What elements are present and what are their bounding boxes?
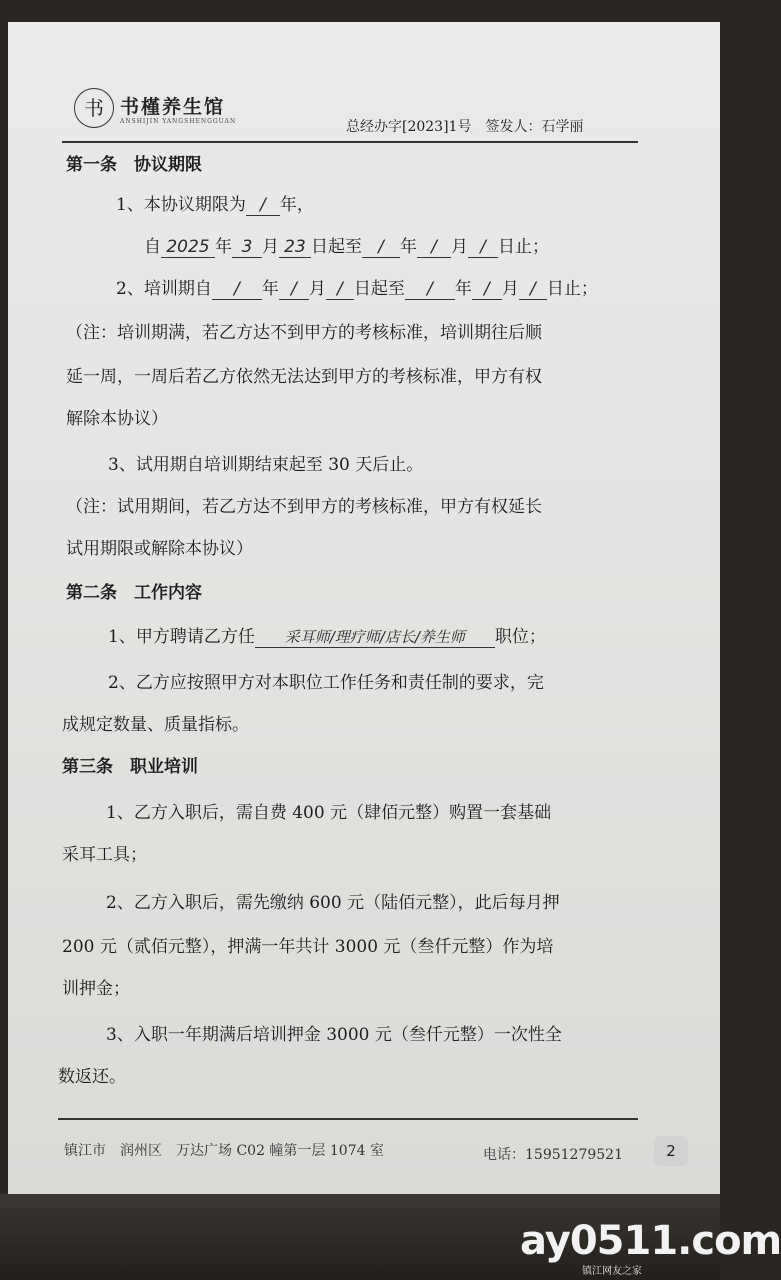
paragraph-line: 数返还。 bbox=[58, 1067, 126, 1087]
article2-heading: 第二条 工作内容 bbox=[66, 583, 202, 603]
handwritten-year: 2025 bbox=[161, 237, 215, 258]
handwritten-blank: / bbox=[362, 237, 400, 258]
paragraph-line: 成规定数量、质量指标。 bbox=[62, 715, 249, 735]
note-line: 试用期限或解除本协议） bbox=[66, 539, 253, 559]
handwritten-position: 采耳师/理疗师/店长/养生师 bbox=[255, 626, 495, 648]
note-line: 延一周，一周后若乙方依然无法达到甲方的考核标准，甲方有权 bbox=[66, 367, 542, 387]
handwritten-blank: / bbox=[326, 279, 354, 300]
paragraph-line: 采耳工具； bbox=[62, 845, 147, 865]
handwritten-month: 3 bbox=[232, 237, 262, 258]
footer-address: 镇江市 润州区 万达广场 C02 幢第一层 1074 室 bbox=[64, 1143, 384, 1159]
logo-subtitle: ANSHIJIN YANGSHENGGUAN bbox=[120, 118, 237, 125]
handwritten-blank: / bbox=[212, 279, 262, 300]
handwritten-blank: / bbox=[417, 237, 451, 258]
watermark-logo: ay0511.com bbox=[520, 1218, 781, 1264]
document-page bbox=[8, 22, 720, 1194]
footer-phone: 电话：15951279521 bbox=[483, 1147, 623, 1163]
article3-heading: 第三条 职业培训 bbox=[62, 757, 198, 777]
paragraph-line: 训押金； bbox=[62, 979, 130, 999]
document-number: 总经办字[2023]1号 签发人：石学丽 bbox=[346, 119, 584, 135]
logo-icon: 书 bbox=[74, 88, 114, 128]
paragraph-line: 1、乙方入职后，需自费 400 元（肆佰元整）购置一套基础 bbox=[106, 803, 552, 823]
article1-heading: 第一条 协议期限 bbox=[66, 155, 202, 175]
note-line: （注：试用期间，若乙方达不到甲方的考核标准，甲方有权延长 bbox=[66, 497, 542, 517]
page-number: 2 bbox=[654, 1136, 688, 1166]
handwritten-blank: / bbox=[405, 279, 455, 300]
note-line: 解除本协议） bbox=[66, 409, 168, 429]
handwritten-day: 23 bbox=[279, 237, 311, 258]
article1-term-line: 1、本协议期限为 / 年， bbox=[116, 195, 314, 215]
article1-training-period: 2、培训期自 / 年 / 月 / 日起至 / 年 / 月 / 日止； bbox=[116, 279, 598, 299]
article2-position-line: 1、甲方聘请乙方任 采耳师/理疗师/店长/养生师 职位； bbox=[108, 627, 546, 647]
note-line: （注：培训期满，若乙方达不到甲方的考核标准，培训期往后顺 bbox=[66, 323, 542, 343]
article1-probation: 3、试用期自培训期结束起至 30 天后止。 bbox=[108, 455, 424, 475]
paragraph-line: 2、乙方应按照甲方对本职位工作任务和责任制的要求，完 bbox=[108, 673, 544, 693]
header-divider bbox=[62, 141, 638, 143]
handwritten-blank: / bbox=[519, 279, 547, 300]
handwritten-blank: / bbox=[468, 237, 498, 258]
article1-date-range: 自 2025 年 3 月 23 日起至 / 年 / 月 / 日止； bbox=[144, 237, 549, 257]
paragraph-line: 3、入职一年期满后培训押金 3000 元（叁仟元整）一次性全 bbox=[106, 1025, 562, 1045]
handwritten-blank: / bbox=[246, 195, 280, 216]
handwritten-blank: / bbox=[279, 279, 309, 300]
handwritten-blank: / bbox=[472, 279, 502, 300]
logo-name: 书槿养生馆 bbox=[120, 96, 226, 118]
watermark-subtitle: 镇江网友之家 bbox=[582, 1266, 642, 1277]
paragraph-line: 200 元（贰佰元整），押满一年共计 3000 元（叁仟元整）作为培 bbox=[62, 937, 554, 957]
footer-divider bbox=[58, 1118, 638, 1120]
paragraph-line: 2、乙方入职后，需先缴纳 600 元（陆佰元整），此后每月押 bbox=[106, 893, 560, 913]
